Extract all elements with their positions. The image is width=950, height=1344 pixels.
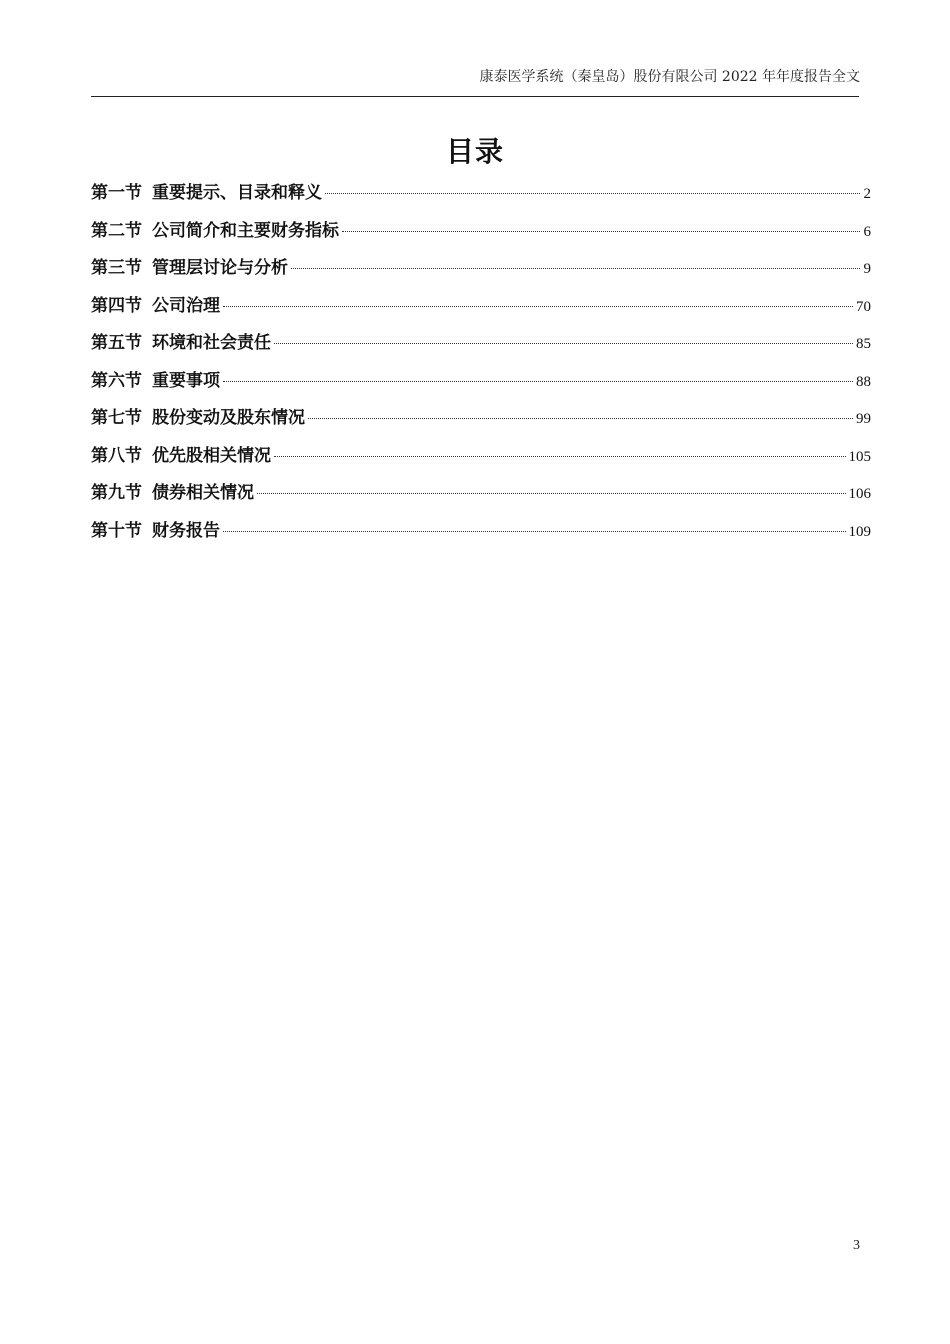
toc-section-title: 重要提示、目录和释义 [152, 183, 322, 203]
toc-section-title: 重要事项 [152, 370, 220, 391]
toc-section-number: 第六节 [91, 370, 142, 391]
toc-section-title: 优先股相关情况 [152, 445, 271, 466]
toc-leader-dots [257, 493, 846, 494]
toc-entry[interactable] [91, 403, 871, 441]
toc-section-title: 公司治理 [152, 295, 220, 316]
toc-section-number: 第五节 [91, 333, 142, 353]
toc-page-number: 2 [863, 186, 871, 202]
toc-entry[interactable] [91, 178, 871, 216]
running-header: 康泰医学系统（秦皇岛）股份有限公司 2022 年年度报告全文 [479, 69, 860, 85]
toc-page-number: 70 [856, 298, 871, 315]
toc-entry[interactable] [91, 253, 871, 291]
toc-page-number: 105 [848, 448, 871, 465]
toc-section-title: 管理层讨论与分析 [152, 258, 288, 278]
toc-section-number: 第三节 [91, 258, 142, 278]
toc-leader-dots [223, 306, 853, 307]
toc-entry[interactable] [91, 478, 871, 516]
toc-page-number: 109 [848, 523, 871, 540]
toc-page-number: 106 [848, 486, 871, 502]
toc-section-number: 第九节 [91, 483, 142, 503]
table-of-contents [91, 178, 871, 553]
page-number: 3 [853, 1238, 860, 1253]
toc-leader-dots [223, 531, 846, 532]
toc-page-number: 88 [856, 373, 871, 390]
toc-section-number: 第四节 [91, 295, 142, 316]
toc-section-title: 股份变动及股东情况 [152, 408, 305, 428]
toc-section-number: 第一节 [91, 183, 142, 203]
toc-leader-dots [223, 381, 853, 382]
toc-section-number: 第二节 [91, 220, 142, 241]
toc-entry[interactable] [91, 516, 871, 554]
toc-leader-dots [274, 456, 846, 457]
toc-page-number: 85 [856, 336, 871, 352]
toc-section-title: 债券相关情况 [152, 483, 254, 503]
toc-entry[interactable] [91, 216, 871, 254]
toc-section-number: 第十节 [91, 520, 142, 541]
toc-section-number: 第七节 [91, 408, 142, 428]
toc-section-title: 公司简介和主要财务指标 [152, 220, 339, 241]
toc-leader-dots [291, 268, 860, 269]
toc-entry[interactable] [91, 441, 871, 479]
toc-section-title: 财务报告 [152, 520, 220, 541]
toc-section-title: 环境和社会责任 [152, 333, 271, 353]
toc-entry[interactable] [91, 291, 871, 329]
toc-leader-dots [325, 193, 860, 194]
toc-page-number: 6 [863, 223, 871, 240]
toc-entry[interactable] [91, 328, 871, 366]
header-divider [91, 96, 859, 97]
toc-leader-dots [342, 231, 860, 232]
toc-page-number: 9 [863, 261, 871, 277]
toc-leader-dots [308, 418, 853, 419]
toc-entry[interactable] [91, 366, 871, 404]
toc-page-number: 99 [856, 411, 871, 427]
toc-section-number: 第八节 [91, 445, 142, 466]
toc-leader-dots [274, 343, 853, 344]
page-title: 目录 [445, 135, 504, 168]
